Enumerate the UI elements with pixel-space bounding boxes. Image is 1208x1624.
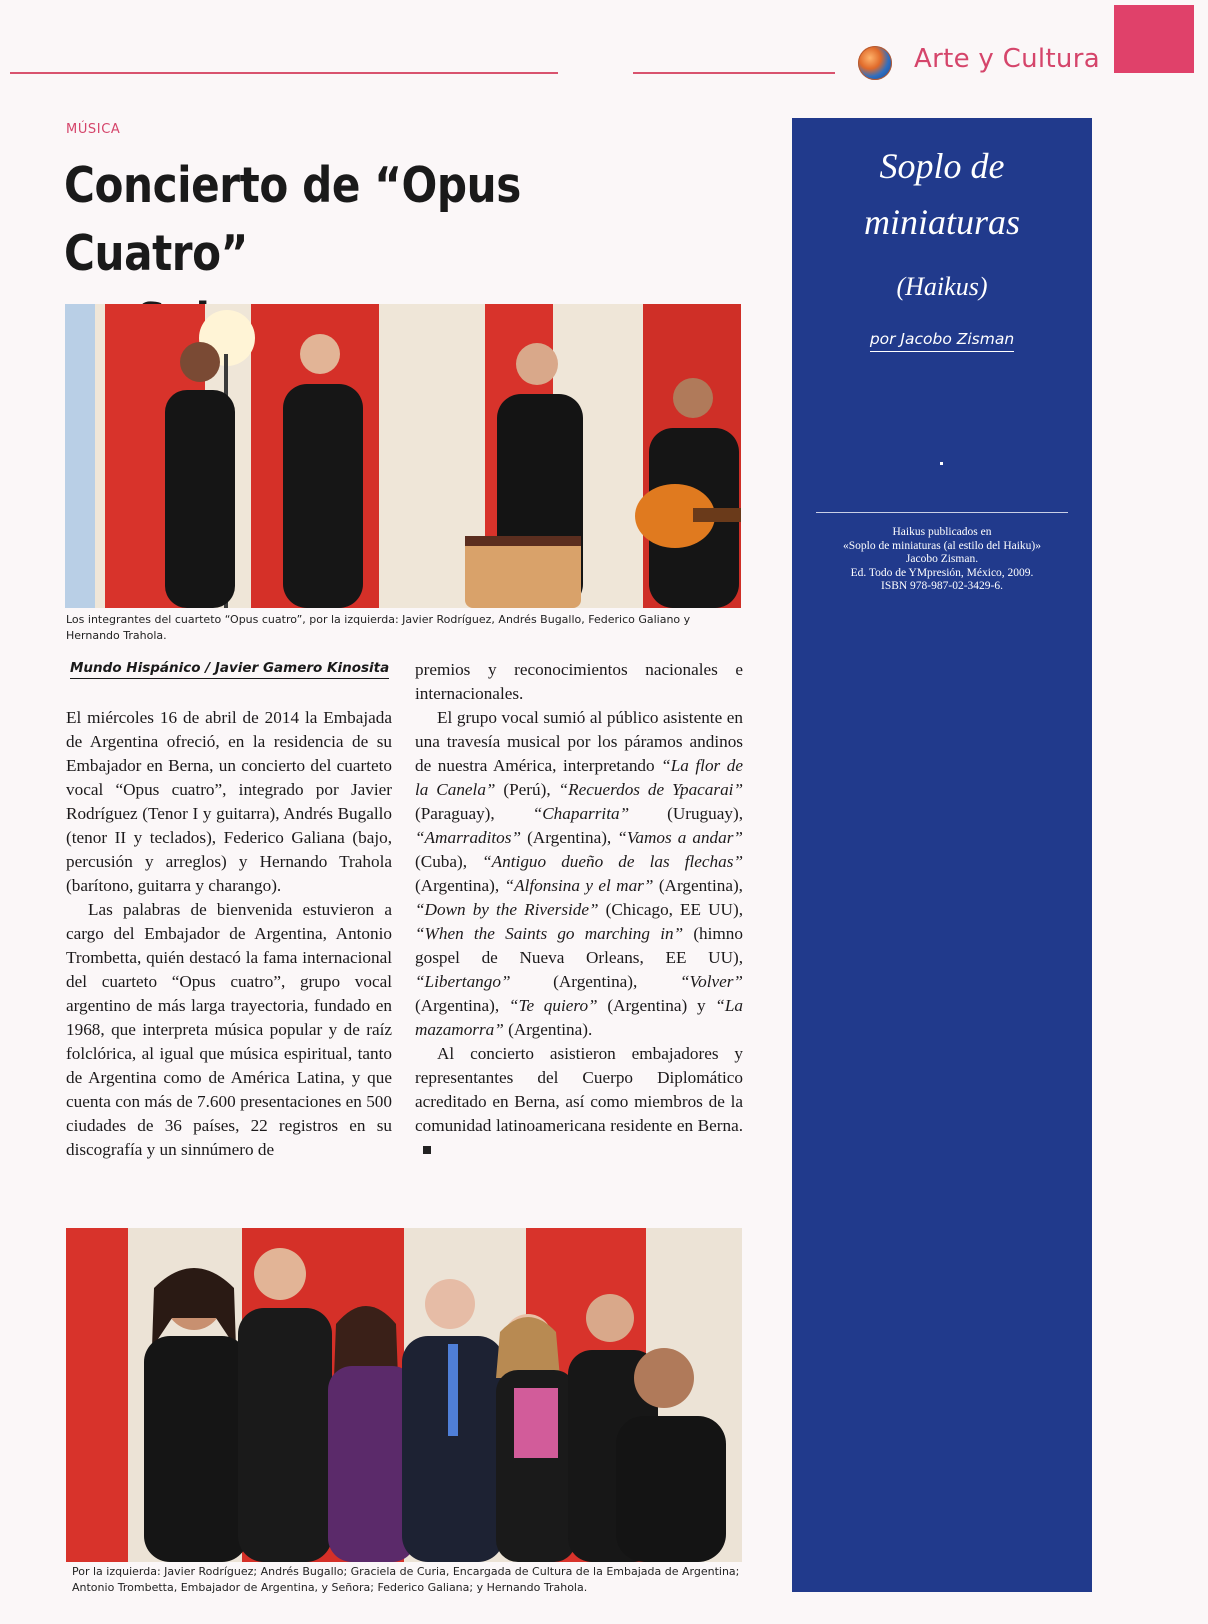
photo-group-illustration [66, 1228, 742, 1562]
attendees-text: Al concierto asistieron embajadores y representantes del Cuerpo Diplomático acreditado en Berna, así como miembros de la comunidad latinoamericana residente en Berna. [415, 1044, 743, 1135]
header-rule-right [633, 72, 835, 74]
repertoire-intro: El grupo vocal sumió al público asistente en una travesía musical por los páramos andinos de nuestra América, interpretando [415, 708, 743, 775]
globe-icon [858, 46, 892, 80]
paragraph-welcome: Las palabras de bienvenida estuvieron a cargo del Embajador de Argentina, Antonio Trombetta, quién destacó la fama internacional del cuarteto “Opus cuatro”, grupo vocal argentino de más larga trayectoria, fundado en 1968, que interpreta música popular y de raíz folclórica, al igual que música espiritual, tanto de Argentina como de América Latina, y que cuenta con más de 7.600 presentaciones en 500 ciudades de 36 países, 22 registros en su discografía y un sinnúmero de [66, 900, 392, 1159]
song-title: “Vamos a andar” [617, 828, 743, 847]
sidebar-subtitle: (Haikus) [896, 272, 988, 301]
song-title: “Alfonsina y el mar” [504, 876, 654, 895]
song-title: “Amarraditos” [415, 828, 522, 847]
article-kicker: MÚSICA [66, 122, 121, 137]
article-column-2 [415, 658, 743, 1162]
song-origin: (Argentina) y [597, 996, 716, 1015]
article-byline: Mundo Hispánico / Javier Gamero Kinosita [70, 660, 389, 679]
song-origin: (himno gospel de Nueva Orleans, EE UU), [415, 924, 743, 967]
publication-note-line: Jacobo Zisman. [905, 553, 979, 565]
header-rule-left [10, 72, 558, 74]
song-title: “Recuerdos de Ypacarai” [558, 780, 744, 799]
song-origin: (Perú), [495, 780, 559, 799]
paragraph-attendees [415, 1042, 743, 1162]
photo-quartet-caption: Los integrantes del cuarteto “Opus cuatro”, por la izquierda: Javier Rodríguez, Andrés Bugallo, Federico Galiano y Hernando Trahola. [66, 613, 691, 642]
sidebar-author-text: por Jacobo Zisman [870, 330, 1014, 352]
haiku-sidebar [792, 118, 1092, 1592]
song-origin: (Argentina), [510, 972, 680, 991]
paragraph-awards: premios y reconocimientos nacionales e internacionales. [415, 660, 743, 703]
corner-tab [1114, 5, 1194, 73]
publication-note-line: Haikus publicados en [892, 526, 992, 538]
song-origin: (Uruguay), [629, 804, 743, 823]
song-title: “Chaparrita” [532, 804, 630, 823]
sidebar-title-line2: miniaturas [863, 202, 1021, 242]
song-origin: (Cuba), [415, 852, 483, 871]
song-origin: (Chicago, EE UU), [598, 900, 743, 919]
article-column-1 [66, 706, 392, 1162]
publication-note-line: Ed. Todo de YMpresión, México, 2009. [850, 566, 1034, 579]
section-header: Arte y Cultura [914, 44, 1100, 74]
song-origin: (Argentina), [521, 828, 618, 847]
song-origin: (Argentina), [653, 876, 743, 895]
song-title: “Antiguo dueño de las flechas” [482, 852, 743, 871]
sidebar-dot [940, 462, 943, 465]
sidebar-divider [816, 512, 1068, 513]
paragraph-intro: El miércoles 16 de abril de 2014 la Embajada de Argentina ofreció, en la residencia de su Embajador en Berna, un concierto del cuarteto vocal “Opus cuatro”, integrado por Javier Rodríguez (Tenor I y guitarra), Andrés Bugallo (tenor II y teclados), Federico Galiana (bajo, percusión y arreglos) y Hernando Trahola (barítono, guitarra y charango). [66, 708, 392, 895]
song-title: “La mazamorra” [415, 996, 743, 1039]
photo-group-caption-line1: Por la izquierda: Javier Rodríguez; Andrés Bugallo; Graciela de Curia, Encargada de Cultura de la Embajada de Argentina; [72, 1565, 740, 1578]
song-origin: (Argentina). [503, 1020, 593, 1039]
publication-note-line: «Soplo de miniaturas (al estilo del Haiku)» [842, 539, 1041, 552]
paragraph-repertoire [415, 706, 743, 1042]
photo-group-caption-line2: Antonio Trombetta, Embajador de Argentina, y Señora; Federico Galiana; y Hernando Trahola. [72, 1581, 588, 1594]
publication-note-line: ISBN 978-987-02-3429-6. [880, 580, 1004, 592]
sidebar-title-line1: Soplo de [879, 146, 1005, 186]
song-origin: (Argentina), [415, 996, 509, 1015]
sidebar-author [792, 330, 1092, 349]
song-origin: (Argentina), [415, 876, 505, 895]
photo-group [66, 1228, 742, 1562]
song-title: “Te quiero” [508, 996, 598, 1015]
song-title: “Libertango” [415, 972, 511, 991]
sidebar-publication-note [792, 526, 1092, 594]
sidebar-title [792, 138, 1092, 250]
song-title: “La flor de la Canela” [415, 756, 743, 799]
song-title: “When the Saints go marching in” [415, 924, 684, 943]
song-title: “Volver” [679, 972, 743, 991]
article-title-line1: Concierto de “Opus Cuatro” [64, 157, 521, 282]
photo-quartet-illustration [65, 304, 741, 608]
song-title: “Down by the Riverside” [415, 900, 599, 919]
song-origin: (Paraguay), [415, 804, 533, 823]
photo-quartet [65, 304, 741, 608]
end-of-article-icon [423, 1146, 431, 1154]
photo-group-caption [72, 1564, 762, 1596]
